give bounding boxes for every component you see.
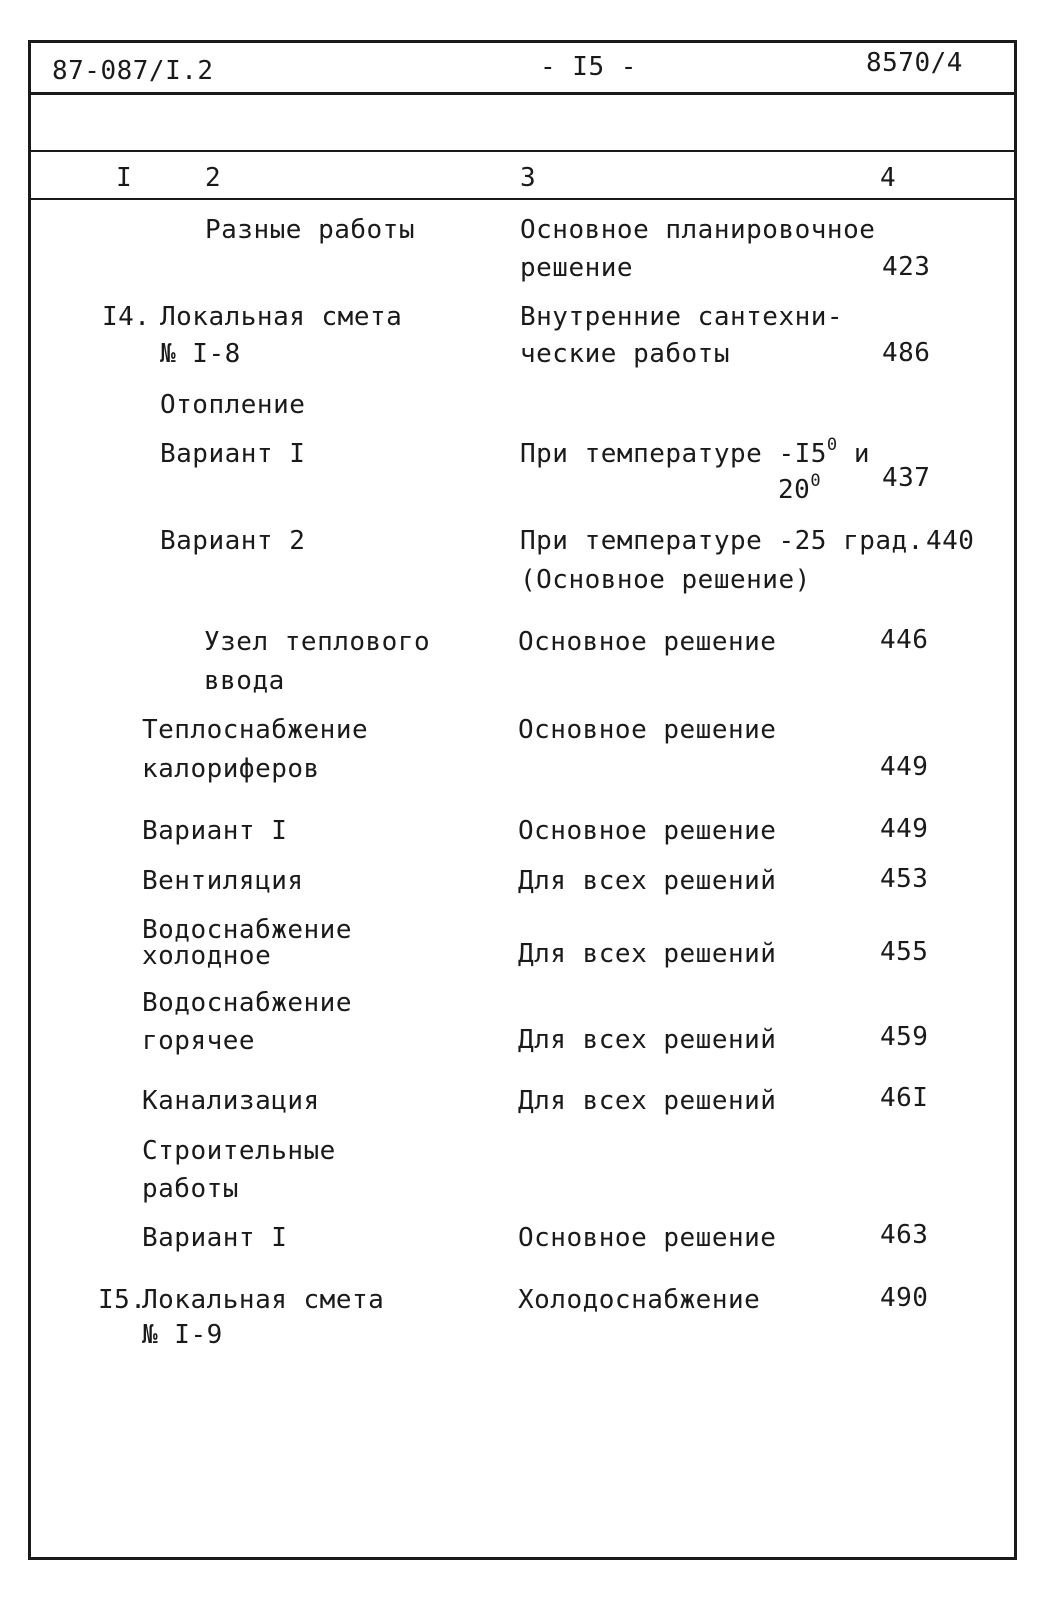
table-row-item: Вариант I <box>142 1223 288 1253</box>
table-row-number: I4. <box>102 302 151 332</box>
table-top-line <box>28 150 1017 152</box>
table-row-number: I5. <box>98 1285 147 1315</box>
table-row-page: 453 <box>880 864 929 894</box>
table-row-desc: Внутренние сантехни- <box>520 302 844 332</box>
table-row-item: калориферов <box>142 754 320 784</box>
table-row-desc: решение <box>520 253 634 283</box>
table-row-desc: Основное решение <box>518 627 777 657</box>
table-row-item: ввода <box>204 666 285 696</box>
table-row-item: Вентиляция <box>142 866 304 896</box>
table-row-item: Разные работы <box>205 215 415 245</box>
table-row-item: № I-8 <box>160 339 241 369</box>
table-row-desc: Для всех решений <box>518 939 777 969</box>
table-row-item: Локальная смета <box>142 1285 385 1315</box>
table-row-page: 446 <box>880 625 929 655</box>
table-row-desc: При температуре $-I5^0$ и <box>520 435 870 469</box>
table-row-item: Канализация <box>142 1086 320 1116</box>
table-row-page: 440 <box>926 526 975 556</box>
table-row-item: Теплоснабжение <box>142 715 369 745</box>
table-row-page: 423 <box>882 252 931 282</box>
table-header-line <box>28 198 1017 200</box>
table-row-desc: (Основное решение) <box>520 565 811 595</box>
table-row-item: Вариант I <box>160 439 306 469</box>
table-row-page: 449 <box>880 814 929 844</box>
column-header-3: 3 <box>520 163 537 193</box>
ref-number: 8570/4 <box>866 48 963 78</box>
table-row-page: 459 <box>880 1022 929 1052</box>
table-row-item: Водоснабжение <box>142 988 352 1018</box>
table-row-page: 486 <box>882 338 931 368</box>
doc-code: 87-087/I.2 <box>52 56 214 86</box>
table-row-page: 46I <box>880 1083 929 1113</box>
header-divider <box>28 92 1017 95</box>
table-row-page: 455 <box>880 937 929 967</box>
table-row-desc: ческие работы <box>520 339 730 369</box>
table-row-page: 463 <box>880 1220 929 1250</box>
table-row-item: № I-9 <box>142 1320 223 1350</box>
table-row-page: 449 <box>880 752 929 782</box>
table-row-item: Строительные <box>142 1136 336 1166</box>
column-header-4: 4 <box>880 163 897 193</box>
table-row-item: Узел теплового <box>204 627 431 657</box>
table-row-item: Отопление <box>160 390 306 420</box>
table-row-item: работы <box>142 1174 239 1204</box>
table-row-desc: Для всех решений <box>518 1086 777 1116</box>
table-row-page: 437 <box>882 463 931 493</box>
table-row-page: 490 <box>880 1283 929 1313</box>
table-row-desc: При температуре -25 град. <box>520 526 924 556</box>
table-row-item: Водоснабжение <box>142 915 352 945</box>
table-row-item: Вариант I <box>142 816 288 846</box>
column-header-1: I <box>116 163 133 193</box>
table-row-item: Локальная смета <box>160 302 403 332</box>
table-row-desc: Для всех решений <box>518 1025 777 1055</box>
table-row-desc: Для всех решений <box>518 866 777 896</box>
table-row-desc: Основное решение <box>518 1223 777 1253</box>
table-row-item: холодное <box>142 941 272 971</box>
table-row-desc: Холодоснабжение <box>518 1285 761 1315</box>
table-row-item: Вариант 2 <box>160 526 306 556</box>
page-number: - I5 - <box>540 52 637 82</box>
table-row-item: горячее <box>142 1026 256 1056</box>
column-header-2: 2 <box>205 163 222 193</box>
table-row-desc: Основное планировочное <box>520 215 876 245</box>
table-row-desc: Основное решение <box>518 816 777 846</box>
table-row-desc: $20^0$ <box>778 471 822 505</box>
table-row-desc: Основное решение <box>518 715 777 745</box>
